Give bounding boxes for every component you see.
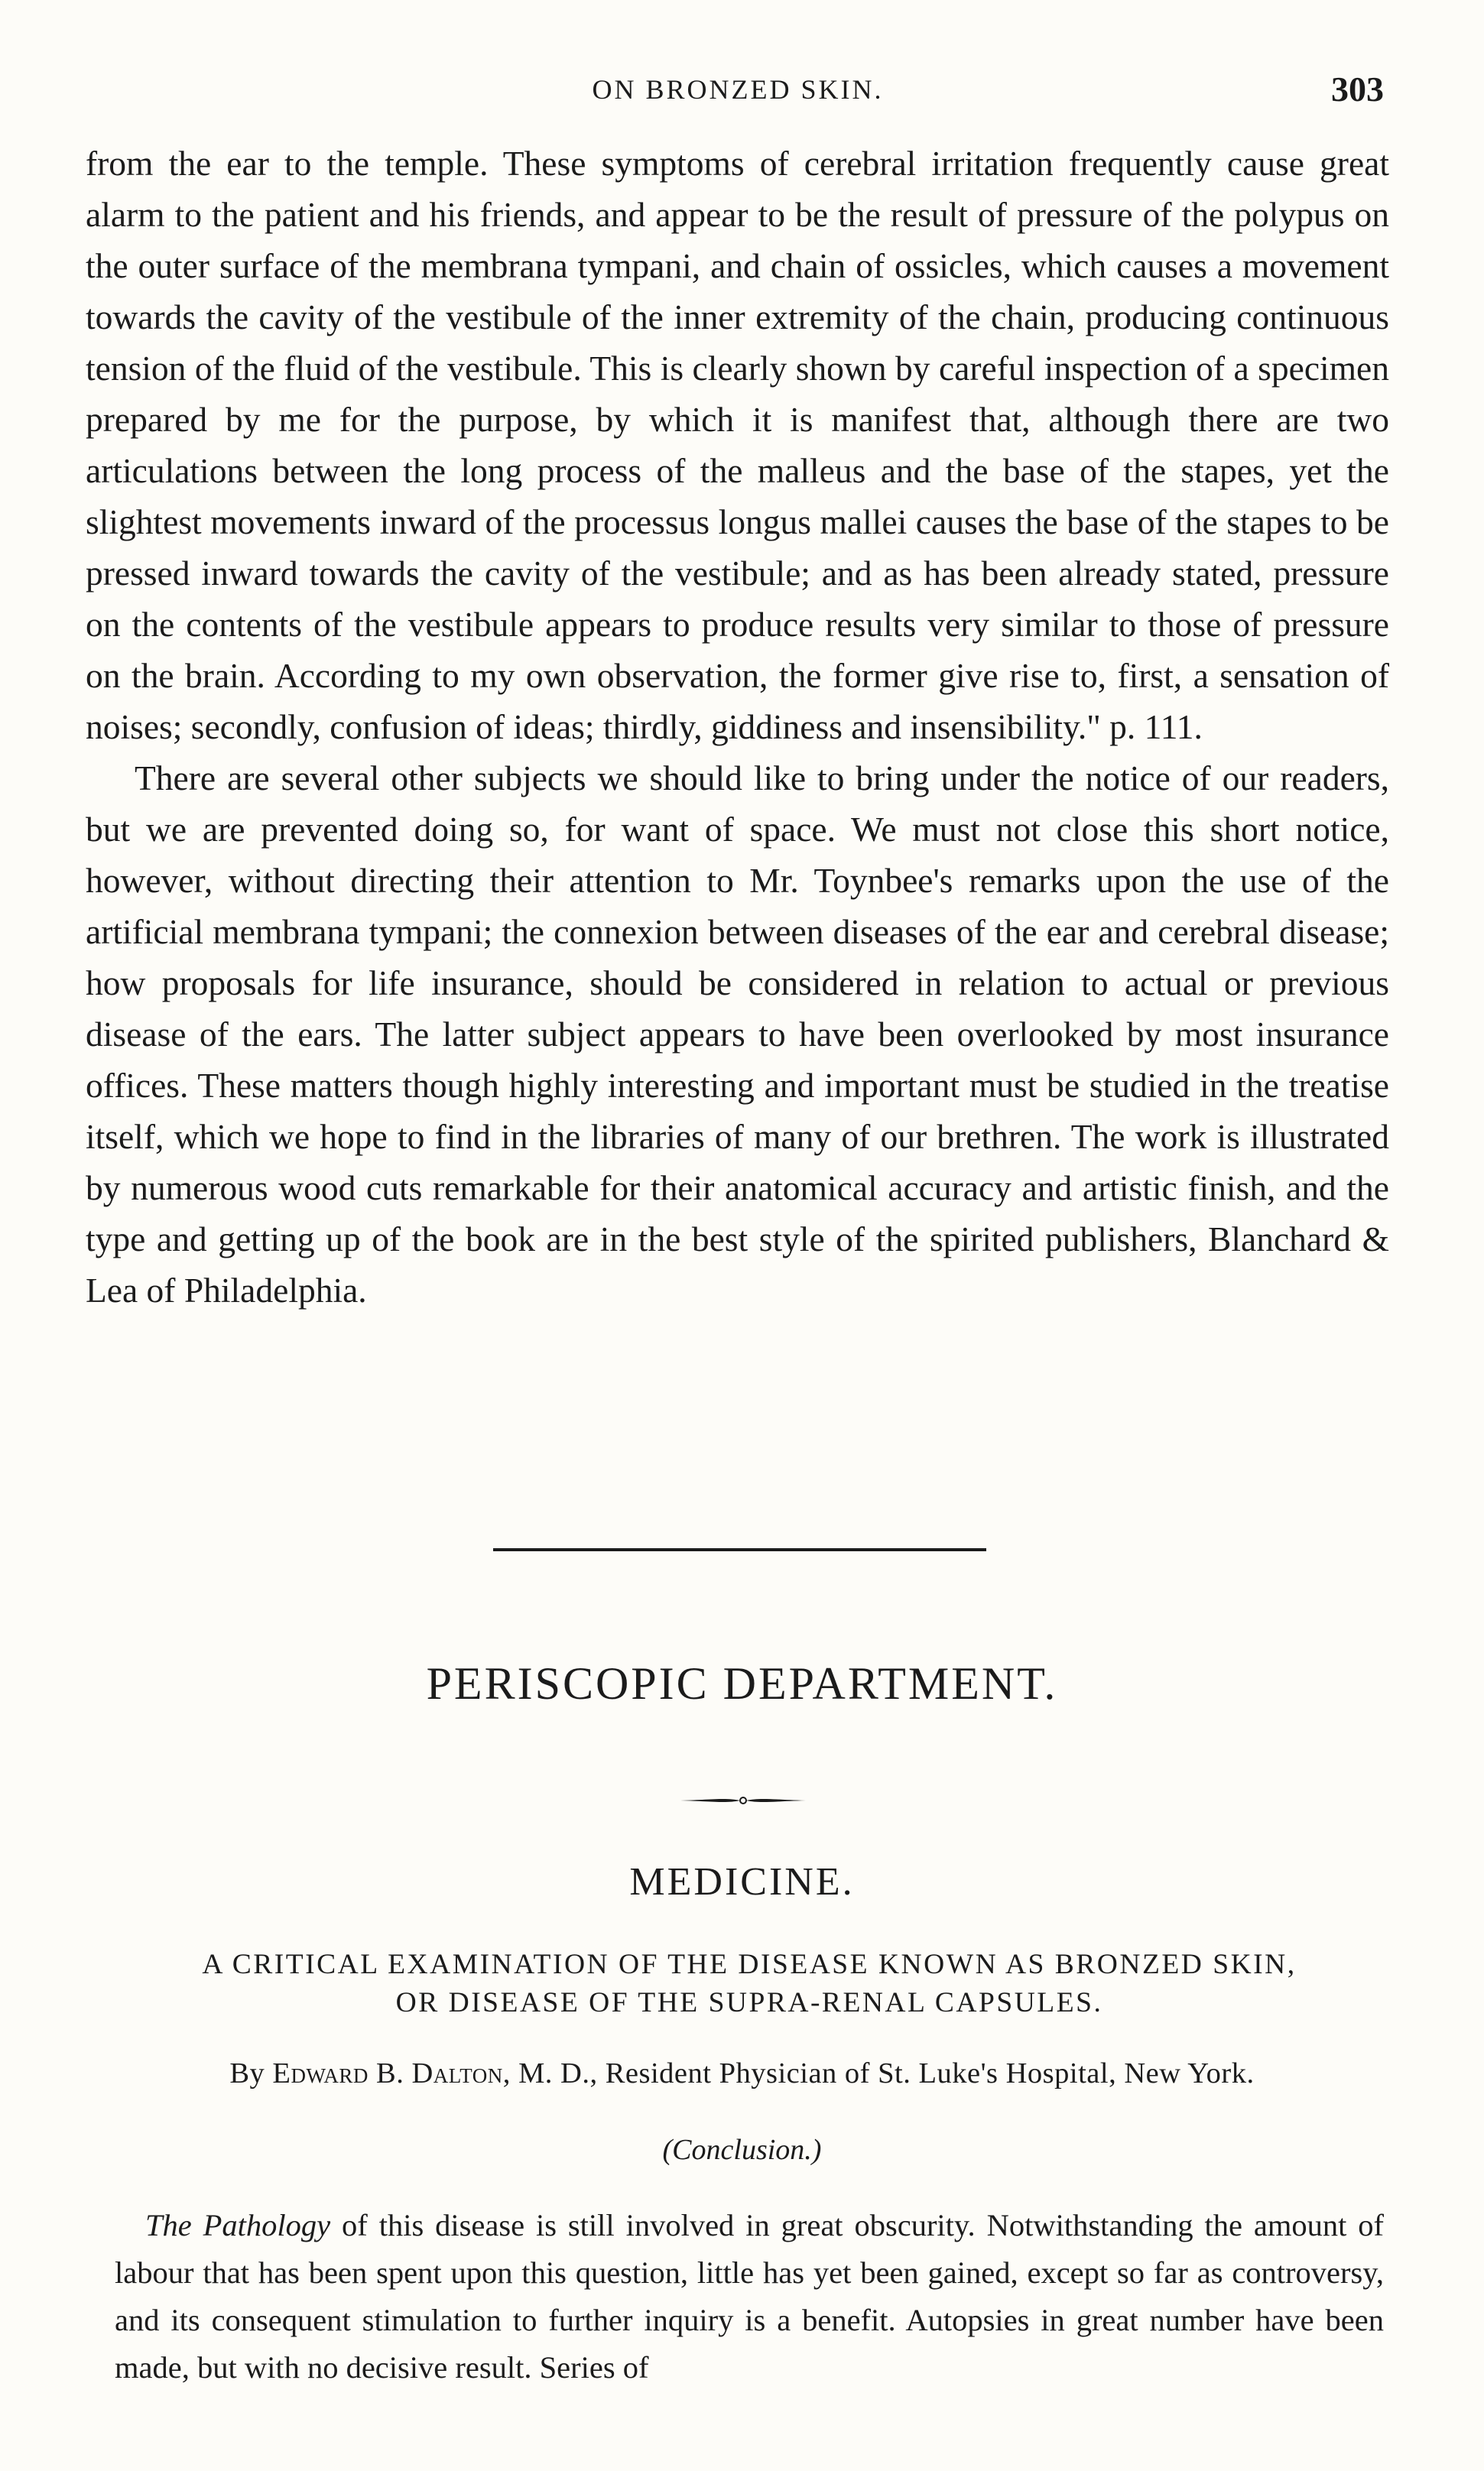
article-title [115, 1946, 1384, 2022]
author-name: Edward B. Dalton, [272, 2057, 511, 2089]
article-paragraph-text: of this disease is still involved in great obscurity. Notwithstanding the amount of labour that has been spent upon this question, little has yet been gained, except so far as controversy, and its consequent stimulation to further inquiry is a benefit. Autopsies in great number have been made, but with no decisive result. Series of [115, 2208, 1384, 2385]
lead-in-phrase: The Pathology [145, 2208, 331, 2242]
running-head [92, 70, 1384, 119]
byline-prefix: By [229, 2057, 265, 2089]
article-text [115, 2202, 1384, 2391]
article-paragraph [115, 2202, 1384, 2391]
page-number: 303 [1331, 70, 1384, 109]
author-affiliation: M. D., Resident Physician of St. Luke's Hospital, New York. [518, 2057, 1255, 2089]
running-title: ON BRONZED SKIN. [592, 74, 884, 105]
department-heading: PERISCOPIC DEPARTMENT. [426, 1658, 1058, 1709]
article-byline [0, 2057, 1484, 2090]
review-paragraph: There are several other subjects we should like to bring under the notice of our readers, but we are prevented doing so, for want of space. We must not close this short notice, however, without directing their attention to Mr. Toynbee's remarks upon the use of the artificial membrana tympani; the connexion between diseases of the ear and cerebral disease; how proposals for life insurance, should be considered in relation to actual or previous disease of the ears. The latter subject appears to have been overlooked by most insurance offices. These matters though highly interesting and important must be studied in the treatise itself, which we hope to find in the libraries of many of our brethren. The work is illustrated by numerous wood cuts remarkable for their anatomical accuracy and artistic finish, and the type and getting up of the book are in the best style of the spirited publishers, Blanchard & Lea of Philadelphia. [86, 758, 1389, 1310]
ornamental-rule-icon [680, 1793, 806, 1808]
review-text [86, 138, 1389, 1316]
conclusion-note: (Conclusion.) [662, 2134, 822, 2166]
section-heading: MEDICINE. [629, 1860, 855, 1904]
review-paragraph: from the ear to the temple. These symptoms of cerebral irritation frequently cause great alarm to the patient and his friends, and appear to be the result of pressure of the polypus on the outer surface of the membrana tympani, and chain of ossicles, which causes a movement towards the cavity of the vestibule of the inner extremity of the chain, producing continuous tension of the fluid of the vestibule. This is clearly shown by careful inspection of a specimen prepared by me for the purpose, by which it is manifest that, although there are two articulations between the long process of the malleus and the base of the stapes, yet the slightest movements inward of the processus longus mallei causes the base of the stapes to be pressed inward towards the cavity of the vestibule; and as has been already stated, pressure on the contents of the vestibule appears to produce results very similar to those of pressure on the brain. According to my own observation, the former give rise to, first, a sensation of noises; secondly, confusion of ideas; thirdly, giddiness and insensibility." p. 111. [86, 144, 1389, 746]
article-title-line: OR DISEASE OF THE SUPRA-RENAL CAPSULES. [395, 1987, 1103, 2018]
article-title-line: A CRITICAL EXAMINATION OF THE DISEASE KNOWN AS BRONZED SKIN, [202, 1949, 1297, 1980]
section-divider-rule [493, 1548, 986, 1551]
